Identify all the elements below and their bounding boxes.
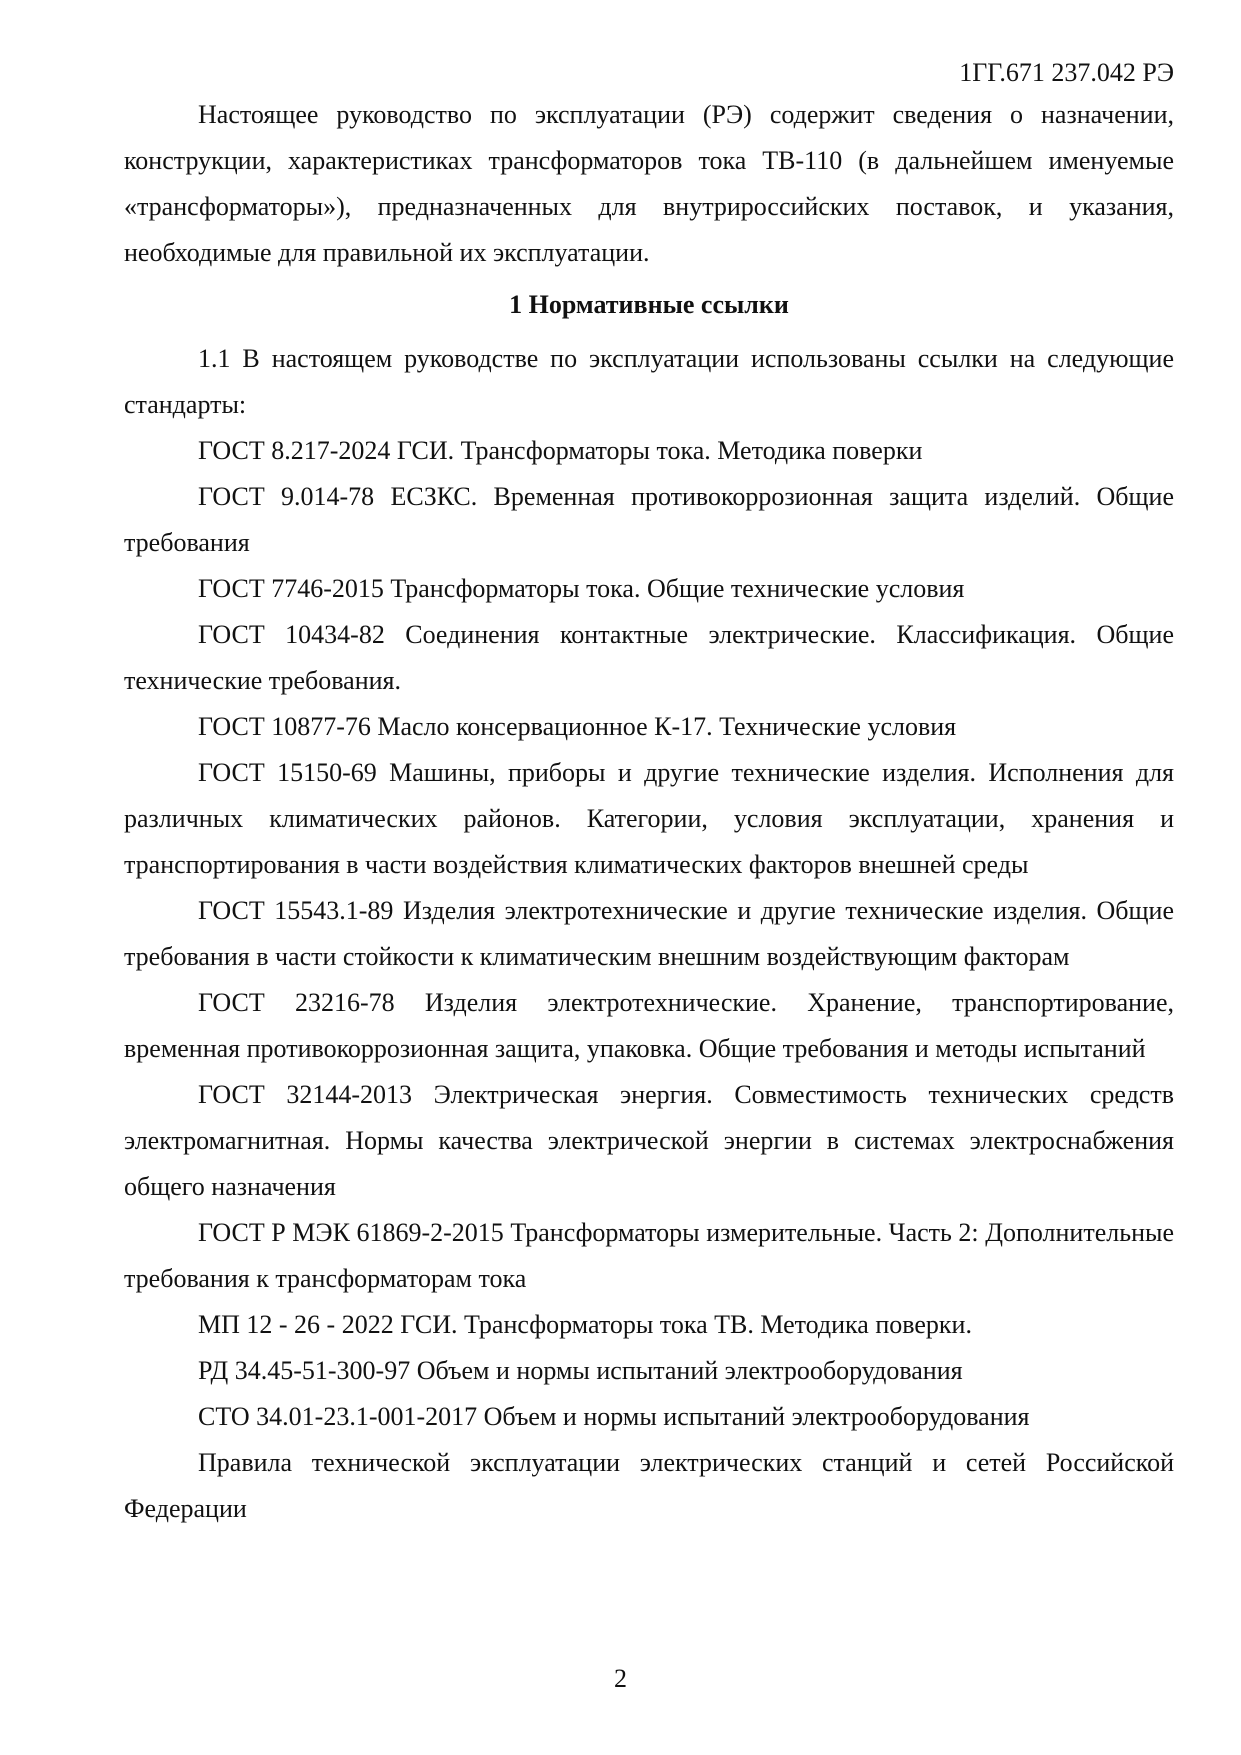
section-heading: 1 Нормативные ссылки — [509, 290, 789, 319]
reference-item: СТО 34.01-23.1-001-2017 Объем и нормы испытаний электрооборудования — [198, 1402, 1030, 1431]
reference-item: ГОСТ 23216-78 Изделия электротехнические. Хранение, транспортирование, временная противокоррозионная защита, упаковка. Общие требования и методы испытаний — [124, 988, 1174, 1063]
reference-item: МП 12 - 26 - 2022 ГСИ. Трансформаторы тока ТВ. Методика поверки. — [198, 1310, 972, 1339]
reference-item: РД 34.45-51-300-97 Объем и нормы испытаний электрооборудования — [198, 1356, 963, 1385]
reference-item: ГОСТ 10877-76 Масло консервационное К-17. Технические условия — [198, 712, 957, 741]
intro-paragraph: Настоящее руководство по эксплуатации (РЭ) содержит сведения о назначении, конструкции, характеристиках трансформаторов тока ТВ-110 (в дальнейшем именуемые «трансформаторы»), предназначенных для внутрироссийских поставок, и указания, необходимые для правильной их эксплуатации. — [124, 100, 1174, 267]
reference-item: Правила технической эксплуатации электрических станций и сетей Российской Федерации — [124, 1448, 1174, 1523]
document-body — [124, 92, 1174, 1532]
reference-item: ГОСТ 32144-2013 Электрическая энергия. Совместимость технических средств электромагнитная. Нормы качества электрической энергии в системах электроснабжения общего назначения — [124, 1080, 1174, 1201]
reference-item: ГОСТ 9.014-78 ЕСЗКС. Временная противокоррозионная защита изделий. Общие требования — [124, 482, 1174, 557]
reference-item: ГОСТ 15543.1-89 Изделия электротехнические и другие технические изделия. Общие требования в части стойкости к климатическим внешним воздействующим факторам — [124, 896, 1174, 971]
reference-item: ГОСТ 8.217-2024 ГСИ. Трансформаторы тока. Методика поверки — [198, 436, 923, 465]
reference-item: ГОСТ 10434-82 Соединения контактные электрические. Классификация. Общие технические требования. — [124, 620, 1174, 695]
page-number: 2 — [614, 1664, 627, 1693]
reference-item: ГОСТ 7746-2015 Трансформаторы тока. Общие технические условия — [198, 574, 965, 603]
document-code: 1ГГ.671 237.042 РЭ — [959, 58, 1174, 87]
reference-item: ГОСТ Р МЭК 61869-2-2015 Трансформаторы измерительные. Часть 2: Дополнительные требования к трансформаторам тока — [124, 1218, 1174, 1293]
reference-item: ГОСТ 15150-69 Машины, приборы и другие технические изделия. Исполнения для различных климатических районов. Категории, условия эксплуатации, хранения и транспортирования в части воздействия климатических факторов внешней среды — [124, 758, 1174, 879]
section-lead-paragraph: 1.1 В настоящем руководстве по эксплуатации использованы ссылки на следующие стандарты: — [124, 344, 1174, 419]
